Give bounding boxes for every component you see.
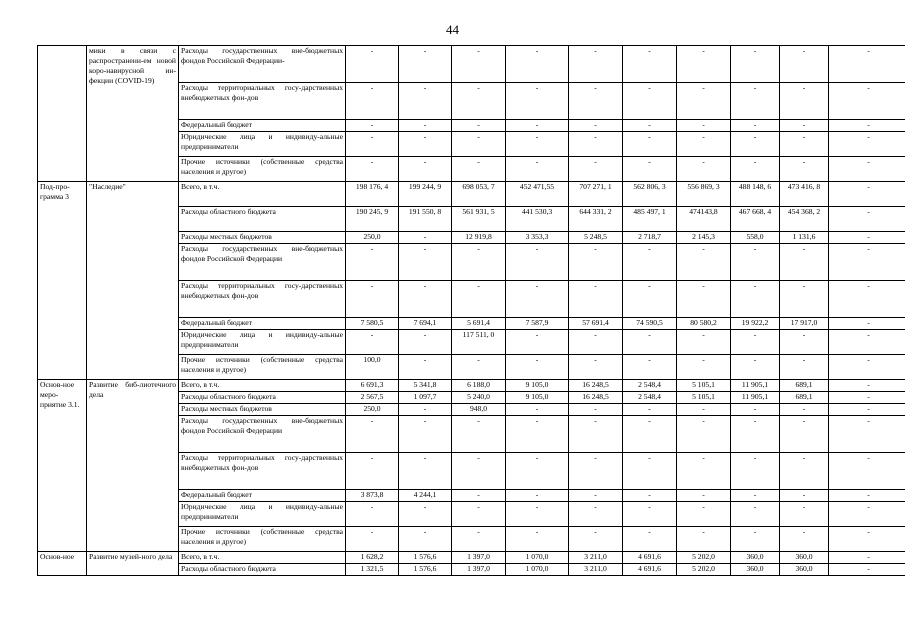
value-cell: 488 148, 6 bbox=[731, 182, 780, 207]
value-cell: 7 694,1 bbox=[399, 318, 452, 330]
value-cell: - bbox=[677, 527, 731, 552]
value-cell: - bbox=[506, 330, 569, 355]
value-cell: 5 202,0 bbox=[677, 564, 731, 576]
value-cell: - bbox=[731, 355, 780, 380]
value-cell: - bbox=[452, 502, 506, 527]
value-cell: 3 353,3 bbox=[506, 232, 569, 244]
value-cell: - bbox=[346, 416, 399, 453]
value-cell: - bbox=[829, 490, 905, 502]
value-cell: - bbox=[623, 120, 677, 132]
table-row bbox=[38, 552, 905, 564]
table-row bbox=[38, 182, 905, 207]
value-cell: - bbox=[506, 46, 569, 83]
value-cell: - bbox=[677, 355, 731, 380]
value-cell: - bbox=[780, 355, 829, 380]
value-cell: - bbox=[346, 502, 399, 527]
funding-source-cell: Федеральный бюджет bbox=[179, 490, 346, 502]
value-cell: - bbox=[346, 83, 399, 120]
value-cell: 2 567,5 bbox=[346, 392, 399, 404]
value-cell: 250,0 bbox=[346, 232, 399, 244]
value-cell: - bbox=[452, 527, 506, 552]
value-cell: 74 590,5 bbox=[623, 318, 677, 330]
value-cell: 250,0 bbox=[346, 404, 399, 416]
value-cell: 1 097,7 bbox=[399, 392, 452, 404]
value-cell: 198 176, 4 bbox=[346, 182, 399, 207]
value-cell: 360,0 bbox=[731, 564, 780, 576]
value-cell: 689,1 bbox=[780, 380, 829, 392]
value-cell: 562 806, 3 bbox=[623, 182, 677, 207]
value-cell: 9 105,0 bbox=[506, 380, 569, 392]
value-cell: 5 341,8 bbox=[399, 380, 452, 392]
value-cell: - bbox=[506, 490, 569, 502]
value-cell: - bbox=[677, 404, 731, 416]
value-cell: - bbox=[731, 281, 780, 318]
value-cell: - bbox=[399, 244, 452, 281]
value-cell: 474143,8 bbox=[677, 207, 731, 232]
value-cell: - bbox=[829, 182, 905, 207]
value-cell: - bbox=[677, 453, 731, 490]
value-cell: - bbox=[569, 132, 623, 157]
value-cell: - bbox=[399, 355, 452, 380]
funding-source-cell: Прочие источники (собственные средства населения и другое) bbox=[179, 355, 346, 380]
value-cell: 5 105,1 bbox=[677, 380, 731, 392]
value-cell: - bbox=[569, 244, 623, 281]
value-cell: - bbox=[506, 132, 569, 157]
value-cell: 7 580,5 bbox=[346, 318, 399, 330]
value-cell: 9 105,0 bbox=[506, 392, 569, 404]
funding-source-cell: Расходы государственных вне-бюджетных фондов Российской Федерации- bbox=[179, 46, 346, 83]
value-cell: - bbox=[452, 132, 506, 157]
table-row bbox=[38, 380, 905, 392]
funding-source-cell: Расходы территориальных госу-дарственных внебюджетных фон-дов bbox=[179, 83, 346, 120]
value-cell: 689,1 bbox=[780, 392, 829, 404]
value-cell: - bbox=[829, 157, 905, 182]
value-cell: - bbox=[399, 120, 452, 132]
value-cell: - bbox=[346, 132, 399, 157]
value-cell: - bbox=[677, 157, 731, 182]
value-cell: 1 321,5 bbox=[346, 564, 399, 576]
program-cell: Основ-ное bbox=[38, 552, 87, 576]
value-cell: 5 248,5 bbox=[569, 232, 623, 244]
value-cell: - bbox=[731, 83, 780, 120]
value-cell: - bbox=[452, 490, 506, 502]
value-cell: - bbox=[623, 132, 677, 157]
value-cell: 100,0 bbox=[346, 355, 399, 380]
value-cell: - bbox=[623, 83, 677, 120]
value-cell: 454 368, 2 bbox=[780, 207, 829, 232]
value-cell: - bbox=[346, 157, 399, 182]
value-cell: - bbox=[506, 527, 569, 552]
value-cell: - bbox=[731, 527, 780, 552]
funding-source-cell: Расходы местных бюджетов bbox=[179, 232, 346, 244]
value-cell: - bbox=[569, 453, 623, 490]
funding-source-cell: Расходы областного бюджета bbox=[179, 392, 346, 404]
value-cell: - bbox=[829, 552, 905, 564]
value-cell: - bbox=[829, 281, 905, 318]
value-cell: - bbox=[506, 502, 569, 527]
page-number: 44 bbox=[446, 22, 459, 37]
value-cell: - bbox=[829, 392, 905, 404]
value-cell: 117 511, 0 bbox=[452, 330, 506, 355]
value-cell: - bbox=[780, 132, 829, 157]
value-cell: - bbox=[731, 132, 780, 157]
funding-source-cell: Расходы территориальных госу-дарственных внебюджетных фон-дов bbox=[179, 281, 346, 318]
value-cell: - bbox=[731, 490, 780, 502]
value-cell: 19 922,2 bbox=[731, 318, 780, 330]
funding-source-cell: Всего, в т.ч. bbox=[179, 552, 346, 564]
value-cell: - bbox=[399, 404, 452, 416]
value-cell: 1 576,6 bbox=[399, 564, 452, 576]
value-cell: 452 471,55 bbox=[506, 182, 569, 207]
value-cell: - bbox=[780, 453, 829, 490]
value-cell: - bbox=[452, 355, 506, 380]
value-cell: 2 548,4 bbox=[623, 380, 677, 392]
value-cell: - bbox=[780, 527, 829, 552]
value-cell: - bbox=[452, 83, 506, 120]
value-cell: - bbox=[569, 502, 623, 527]
value-cell: 441 530,3 bbox=[506, 207, 569, 232]
value-cell: 190 245, 9 bbox=[346, 207, 399, 232]
value-cell: - bbox=[569, 527, 623, 552]
value-cell: - bbox=[506, 416, 569, 453]
value-cell: 2 548,4 bbox=[623, 392, 677, 404]
value-cell: - bbox=[452, 416, 506, 453]
value-cell: 3 211,0 bbox=[569, 564, 623, 576]
value-cell: - bbox=[506, 404, 569, 416]
funding-source-cell: Юридические лица и индивиду-альные предприниматели bbox=[179, 502, 346, 527]
value-cell: - bbox=[399, 330, 452, 355]
value-cell: 5 691,4 bbox=[452, 318, 506, 330]
value-cell: - bbox=[829, 330, 905, 355]
value-cell: - bbox=[731, 416, 780, 453]
value-cell: - bbox=[452, 244, 506, 281]
value-cell: - bbox=[569, 46, 623, 83]
value-cell: 5 240,0 bbox=[452, 392, 506, 404]
value-cell: - bbox=[452, 453, 506, 490]
value-cell: - bbox=[506, 355, 569, 380]
value-cell: 4 244,1 bbox=[399, 490, 452, 502]
value-cell: 1 628,2 bbox=[346, 552, 399, 564]
value-cell: - bbox=[677, 120, 731, 132]
value-cell: - bbox=[506, 83, 569, 120]
value-cell: - bbox=[677, 281, 731, 318]
value-cell: - bbox=[829, 416, 905, 453]
value-cell: 2 145,3 bbox=[677, 232, 731, 244]
value-cell: - bbox=[677, 416, 731, 453]
value-cell: - bbox=[569, 330, 623, 355]
value-cell: - bbox=[506, 281, 569, 318]
value-cell: - bbox=[829, 207, 905, 232]
value-cell: - bbox=[346, 281, 399, 318]
value-cell: - bbox=[677, 244, 731, 281]
value-cell: - bbox=[623, 490, 677, 502]
value-cell: - bbox=[623, 404, 677, 416]
value-cell: 558,0 bbox=[731, 232, 780, 244]
value-cell: - bbox=[346, 330, 399, 355]
value-cell: - bbox=[731, 502, 780, 527]
value-cell: - bbox=[399, 132, 452, 157]
value-cell: 1 070,0 bbox=[506, 564, 569, 576]
value-cell: - bbox=[399, 281, 452, 318]
funding-source-cell: Расходы государственных вне-бюджетных фондов Российской Федерации bbox=[179, 416, 346, 453]
value-cell: - bbox=[623, 502, 677, 527]
program-cell: Под-про-грамма 3 bbox=[38, 182, 87, 380]
value-cell: - bbox=[829, 83, 905, 120]
value-cell: - bbox=[780, 120, 829, 132]
funding-source-cell: Федеральный бюджет bbox=[179, 318, 346, 330]
value-cell: - bbox=[677, 330, 731, 355]
value-cell: - bbox=[569, 416, 623, 453]
value-cell: - bbox=[399, 527, 452, 552]
value-cell: 2 718,7 bbox=[623, 232, 677, 244]
value-cell: 16 248,5 bbox=[569, 380, 623, 392]
value-cell: - bbox=[677, 83, 731, 120]
value-cell: 360,0 bbox=[780, 564, 829, 576]
funding-source-cell: Расходы местных бюджетов bbox=[179, 404, 346, 416]
funding-source-cell: Прочие источники (собственные средства населения и другое) bbox=[179, 527, 346, 552]
value-cell: - bbox=[780, 83, 829, 120]
funding-source-cell: Расходы областного бюджета bbox=[179, 564, 346, 576]
funding-source-cell: Федеральный бюджет bbox=[179, 120, 346, 132]
value-cell: - bbox=[506, 244, 569, 281]
value-cell: 11 905,1 bbox=[731, 392, 780, 404]
value-cell: 1 576,6 bbox=[399, 552, 452, 564]
value-cell: 1 397,0 bbox=[452, 552, 506, 564]
value-cell: - bbox=[829, 404, 905, 416]
value-cell: 4 691,6 bbox=[623, 564, 677, 576]
value-cell: 3 873,8 bbox=[346, 490, 399, 502]
value-cell: 644 331, 2 bbox=[569, 207, 623, 232]
funding-source-cell: Всего, в т.ч. bbox=[179, 380, 346, 392]
value-cell: 360,0 bbox=[780, 552, 829, 564]
value-cell: - bbox=[623, 453, 677, 490]
value-cell: - bbox=[780, 157, 829, 182]
program-cell bbox=[38, 46, 87, 182]
value-cell: 7 587,9 bbox=[506, 318, 569, 330]
value-cell: 191 550, 8 bbox=[399, 207, 452, 232]
value-cell: - bbox=[623, 416, 677, 453]
value-cell: - bbox=[829, 232, 905, 244]
value-cell: - bbox=[780, 330, 829, 355]
value-cell: - bbox=[677, 132, 731, 157]
value-cell: - bbox=[780, 416, 829, 453]
value-cell: - bbox=[829, 46, 905, 83]
value-cell: - bbox=[623, 46, 677, 83]
value-cell: - bbox=[677, 502, 731, 527]
value-cell: - bbox=[623, 244, 677, 281]
value-cell: - bbox=[569, 83, 623, 120]
value-cell: 707 271, 1 bbox=[569, 182, 623, 207]
value-cell: 948,0 bbox=[452, 404, 506, 416]
value-cell: 1 070,0 bbox=[506, 552, 569, 564]
value-cell: - bbox=[399, 83, 452, 120]
value-cell: - bbox=[569, 355, 623, 380]
value-cell: - bbox=[346, 244, 399, 281]
value-cell: - bbox=[399, 502, 452, 527]
value-cell: 11 905,1 bbox=[731, 380, 780, 392]
value-cell: - bbox=[623, 330, 677, 355]
value-cell: 3 211,0 bbox=[569, 552, 623, 564]
program-name-cell: "Наследие" bbox=[87, 182, 179, 380]
value-cell: - bbox=[506, 157, 569, 182]
value-cell: - bbox=[452, 46, 506, 83]
funding-source-cell: Расходы государственных вне-бюджетных фондов Российской Федерации bbox=[179, 244, 346, 281]
value-cell: 57 691,4 bbox=[569, 318, 623, 330]
value-cell: - bbox=[399, 232, 452, 244]
value-cell: - bbox=[569, 281, 623, 318]
value-cell: 6 691,3 bbox=[346, 380, 399, 392]
funding-source-cell: Юридические лица и индивиду-альные предприниматели bbox=[179, 330, 346, 355]
value-cell: - bbox=[452, 281, 506, 318]
value-cell: - bbox=[399, 453, 452, 490]
value-cell: - bbox=[829, 318, 905, 330]
value-cell: 80 580,2 bbox=[677, 318, 731, 330]
value-cell: - bbox=[780, 404, 829, 416]
value-cell: - bbox=[623, 281, 677, 318]
value-cell: 1 131,6 bbox=[780, 232, 829, 244]
value-cell: - bbox=[780, 46, 829, 83]
value-cell: - bbox=[677, 46, 731, 83]
value-cell: 6 188,0 bbox=[452, 380, 506, 392]
value-cell: - bbox=[731, 453, 780, 490]
value-cell: - bbox=[829, 564, 905, 576]
value-cell: 17 917,0 bbox=[780, 318, 829, 330]
value-cell: 485 497, 1 bbox=[623, 207, 677, 232]
value-cell: 698 053, 7 bbox=[452, 182, 506, 207]
value-cell: - bbox=[623, 527, 677, 552]
value-cell: - bbox=[731, 157, 780, 182]
value-cell: 199 244, 9 bbox=[399, 182, 452, 207]
value-cell: 16 248,5 bbox=[569, 392, 623, 404]
table-row bbox=[38, 46, 905, 83]
value-cell: 1 397,0 bbox=[452, 564, 506, 576]
funding-source-cell: Юридические лица и индивиду-альные предприниматели bbox=[179, 132, 346, 157]
value-cell: - bbox=[829, 120, 905, 132]
value-cell: - bbox=[506, 453, 569, 490]
value-cell: - bbox=[569, 120, 623, 132]
value-cell: - bbox=[346, 46, 399, 83]
value-cell: 473 416, 8 bbox=[780, 182, 829, 207]
value-cell: - bbox=[731, 244, 780, 281]
value-cell: - bbox=[506, 120, 569, 132]
value-cell: - bbox=[780, 490, 829, 502]
value-cell: - bbox=[780, 281, 829, 318]
value-cell: - bbox=[731, 330, 780, 355]
value-cell: - bbox=[829, 527, 905, 552]
value-cell: - bbox=[780, 244, 829, 281]
value-cell: - bbox=[623, 157, 677, 182]
value-cell: 556 869, 3 bbox=[677, 182, 731, 207]
value-cell: - bbox=[399, 416, 452, 453]
value-cell: - bbox=[677, 490, 731, 502]
value-cell: - bbox=[346, 453, 399, 490]
value-cell: 5 202,0 bbox=[677, 552, 731, 564]
value-cell: 4 691,6 bbox=[623, 552, 677, 564]
value-cell: - bbox=[829, 380, 905, 392]
value-cell: - bbox=[623, 355, 677, 380]
value-cell: - bbox=[346, 527, 399, 552]
value-cell: - bbox=[829, 244, 905, 281]
program-name-cell: мики в связи с распространени-ем новой коро-навирусной ин-фекции (COVID-19) bbox=[87, 46, 179, 182]
funding-source-cell: Расходы территориальных госу-дарственных внебюджетных фон-дов bbox=[179, 453, 346, 490]
value-cell: - bbox=[399, 157, 452, 182]
value-cell: - bbox=[780, 502, 829, 527]
value-cell: 5 105,1 bbox=[677, 392, 731, 404]
value-cell: - bbox=[829, 355, 905, 380]
funding-source-cell: Всего, в т.ч. bbox=[179, 182, 346, 207]
value-cell: 360,0 bbox=[731, 552, 780, 564]
budget-table bbox=[37, 45, 905, 576]
value-cell: - bbox=[452, 120, 506, 132]
value-cell: - bbox=[829, 132, 905, 157]
value-cell: - bbox=[829, 502, 905, 527]
value-cell: - bbox=[399, 46, 452, 83]
value-cell: - bbox=[346, 120, 399, 132]
value-cell: 561 931, 5 bbox=[452, 207, 506, 232]
program-cell: Основ-ное меро-приятие 3.1. bbox=[38, 380, 87, 552]
value-cell: - bbox=[731, 120, 780, 132]
funding-source-cell: Прочие источники (собственные средства населения и другое) bbox=[179, 157, 346, 182]
value-cell: - bbox=[452, 157, 506, 182]
program-name-cell: Развитие биб-лиотечного дела bbox=[87, 380, 179, 552]
value-cell: 467 668, 4 bbox=[731, 207, 780, 232]
program-name-cell: Развитие музей-ного дела bbox=[87, 552, 179, 576]
value-cell: 12 919,8 bbox=[452, 232, 506, 244]
value-cell: - bbox=[569, 404, 623, 416]
value-cell: - bbox=[731, 404, 780, 416]
value-cell: - bbox=[569, 490, 623, 502]
value-cell: - bbox=[569, 157, 623, 182]
funding-source-cell: Расходы областного бюджета bbox=[179, 207, 346, 232]
value-cell: - bbox=[731, 46, 780, 83]
value-cell: - bbox=[829, 453, 905, 490]
